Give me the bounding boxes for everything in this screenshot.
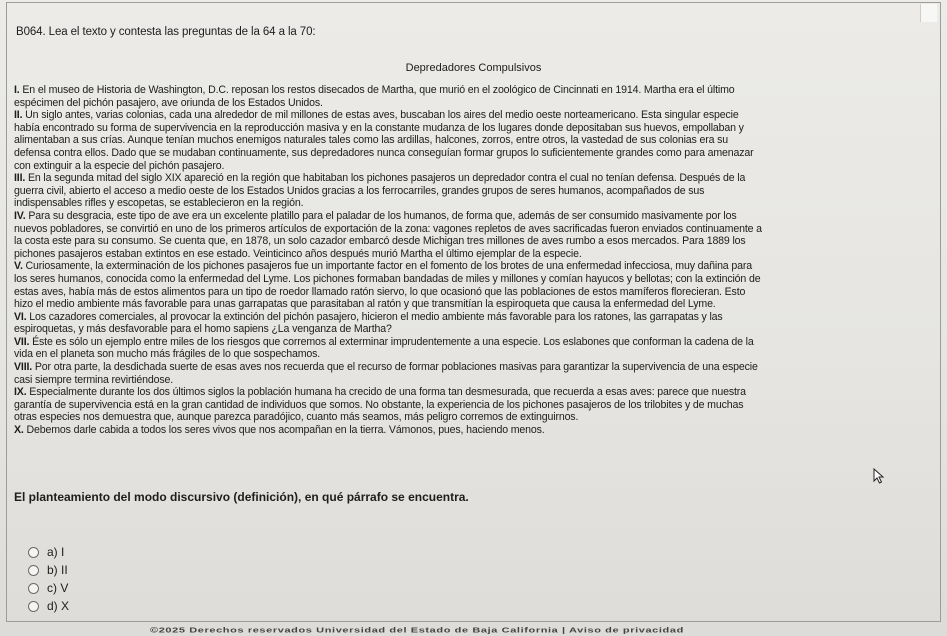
page-footer: ©2025 Derechos reservados Universidad del Estado de Baja California | Aviso de privacidad [150, 626, 684, 635]
paragraph-2 [14, 109, 934, 172]
paragraph-1 [14, 84, 934, 109]
paragraph-line: la costa este para su consumo. Se cuenta que, en 1878, un solo cazador embarcó desde Michigan tres millones de aves rumbo a esos mercados. Para 1889 los [14, 235, 746, 248]
paragraph-numeral: III. [14, 172, 26, 185]
paragraph-line: nuevos pobladores, se convirtió en uno de los primeros artículos de exportación de la zona: vagones repletos de aves sacrificadas fueron enviados continuamente a [14, 222, 762, 235]
option-d[interactable] [28, 597, 69, 615]
paragraph-line: indispensables rifles y escopetas, se establecieron en la región. [14, 197, 304, 210]
paragraph-numeral: IV. [14, 209, 26, 222]
paragraph-6 [14, 311, 934, 336]
paragraph-line: espiroquetas, y más desfavorable para el homo sapiens ¿La venganza de Martha? [14, 323, 392, 336]
paragraph-line: Por otra parte, la desdichada suerte de esas aves nos recuerda que el recurso de formar poblaciones masivas para garantizar la supervivencia de una especie [32, 361, 758, 374]
paragraph-9 [14, 386, 934, 424]
paragraph-line: estas aves, había más de estos alimentos para un tipo de roedor llamado ratón siervo, lo que ocasionó que las poblaciones de estos mamíferos florecieran. Esto [14, 285, 746, 298]
paragraph-line: defensa contra ellos. Dado que se mudaban continuamente, sus depredadores nunca conseguían formar grupos lo suficientemente grandes como para amenazar [14, 146, 754, 159]
paragraph-3 [14, 172, 934, 210]
paragraph-line: vida en el planeta son mucho más frágiles de lo que sospechamos. [14, 348, 321, 361]
paragraph-numeral: VIII. [14, 361, 33, 374]
paragraph-line: Los cazadores comerciales, al provocar la extinción del pichón pasajero, hicieron el medio ambiente más favorable para los ratones, las garrapatas y las [26, 310, 723, 323]
paragraph-4 [14, 210, 934, 260]
paragraph-numeral: VII. [14, 335, 30, 348]
paragraph-line: En la segunda mitad del siglo XIX apareció en la región que habitaban los pichones pasajeros un depredador contra el cual no tenían defensa. Después de la [25, 172, 746, 185]
passage [14, 84, 934, 437]
option-label: c) V [47, 581, 69, 595]
paragraph-numeral: II. [14, 109, 23, 122]
option-b[interactable] [28, 561, 69, 579]
passage-title: Depredadores Compulsivos [405, 62, 542, 74]
paragraph-line: Para su desgracia, este tipo de ave era un excelente platillo para el paladar de los humanos, de forma que, además de ser consumido masivamente por los [25, 209, 737, 222]
paragraph-line: Un siglo antes, varias colonias, cada una alrededor de mil millones de estas aves, buscaban los aires del medio oeste norteamericano. Esta singular especie [22, 109, 739, 122]
option-label: b) II [47, 563, 68, 577]
option-a[interactable] [28, 543, 69, 561]
paragraph-line: garantía de supervivencia está en la gran cantidad de individuos que somos. No obstante, la experiencia de los pichones pasajeros de los trilobites y de muchas [14, 398, 744, 411]
paragraph-line: otras especies nos demuestra que, aunque parezca paradójico, cuanto más seamos, más peligro corremos de extinguirnos. [14, 411, 579, 424]
option-label: a) I [47, 545, 65, 559]
paragraph-line: pichones pasajeros estaban extintos en ese estado. Veinticinco años después murió Martha el último ejemplar de la especie. [14, 247, 582, 260]
paragraph-line: espécimen del pichón pasajero, ave oriunda de los Estados Unidos. [14, 96, 323, 109]
radio-button[interactable] [28, 547, 39, 558]
option-c[interactable] [28, 579, 69, 597]
paragraph-line: casi siempre termina revirtiéndose. [14, 373, 174, 386]
paragraph-line: Éste es sólo un ejemplo entre miles de los riesgos que corremos al exterminar imprudentemente a una especie. Los eslabones que conforman la cadena de la [29, 335, 754, 348]
paragraph-numeral: VI. [14, 310, 27, 323]
paragraph-line: Debemos darle cabida a todos los seres vivos que nos acompañan en la tierra. Vámonos, pues, haciendo menos. [23, 424, 545, 437]
paragraph-line: Especialmente durante los dos últimos siglos la población humana ha crecido de una forma tan desmesurada, que recuerda a esas aves: parece que nuestra [26, 386, 746, 399]
paragraph-7 [14, 336, 934, 361]
paragraph-numeral: IX. [14, 386, 27, 399]
option-label: d) X [47, 599, 70, 613]
paragraph-line: alimentaban a sus crías. Aunque tenían muchos enemigos naturales tales como las ardillas, halcones, zorros, entre otros, la vastedad de sus colonias era su [14, 134, 729, 147]
mouse-pointer-icon [873, 468, 885, 484]
paragraph-line: los seres humanos, conocida como la enfermedad del Lyme. Los pichones formaban bandadas de miles y millones y comían hayucos y bellotas; con la extinción de [14, 272, 761, 285]
radio-button[interactable] [28, 583, 39, 594]
paragraph-line: había encontrado su forma de supervivencia en la reproducción masiva y en la constante mudanza de los lugares donde depositaban sus huevos, empollaban y [14, 121, 744, 134]
radio-button[interactable] [28, 565, 39, 576]
radio-button[interactable] [28, 601, 39, 612]
paragraph-line: hizo el medio ambiente más favorable para unas garrapatas que parasitaban al ratón y que transmitían la espiroqueta que causa la enfermedad del Lyme. [14, 298, 716, 311]
paragraph-numeral: I. [14, 84, 20, 96]
paragraph-line: En el museo de Historia de Washington, D.C. reposan los restos disecados de Martha, que murió en el zoológico de Cincinnati en 1914. Martha era el último [19, 84, 735, 96]
paragraph-10 [14, 424, 934, 437]
paragraph-line: guerra civil, abierto el acceso a medio oeste de los Estados Unidos gracias a los ferrocarriles, grandes grupos de seres humanos, acompañados de sus [14, 184, 705, 197]
paragraph-line: Curiosamente, la exterminación de los pichones pasajeros fue un importante factor en el fomento de los brotes de una enfermedad infecciosa, muy dañina para [22, 260, 752, 273]
paragraph-line: con extinguir a la especie del pichón pasajero. [14, 159, 225, 172]
question-text: El planteamiento del modo discursivo (definición), en qué párrafo se encuentra. [14, 490, 469, 504]
paragraph-numeral: V. [14, 260, 23, 273]
paragraph-5 [14, 260, 934, 310]
paragraph-numeral: X. [14, 424, 24, 437]
answer-options [28, 543, 69, 615]
corner-tab [920, 4, 937, 22]
paragraph-8 [14, 361, 934, 386]
instructions: B064. Lea el texto y contesta las preguntas de la 64 a la 70: [16, 26, 316, 38]
